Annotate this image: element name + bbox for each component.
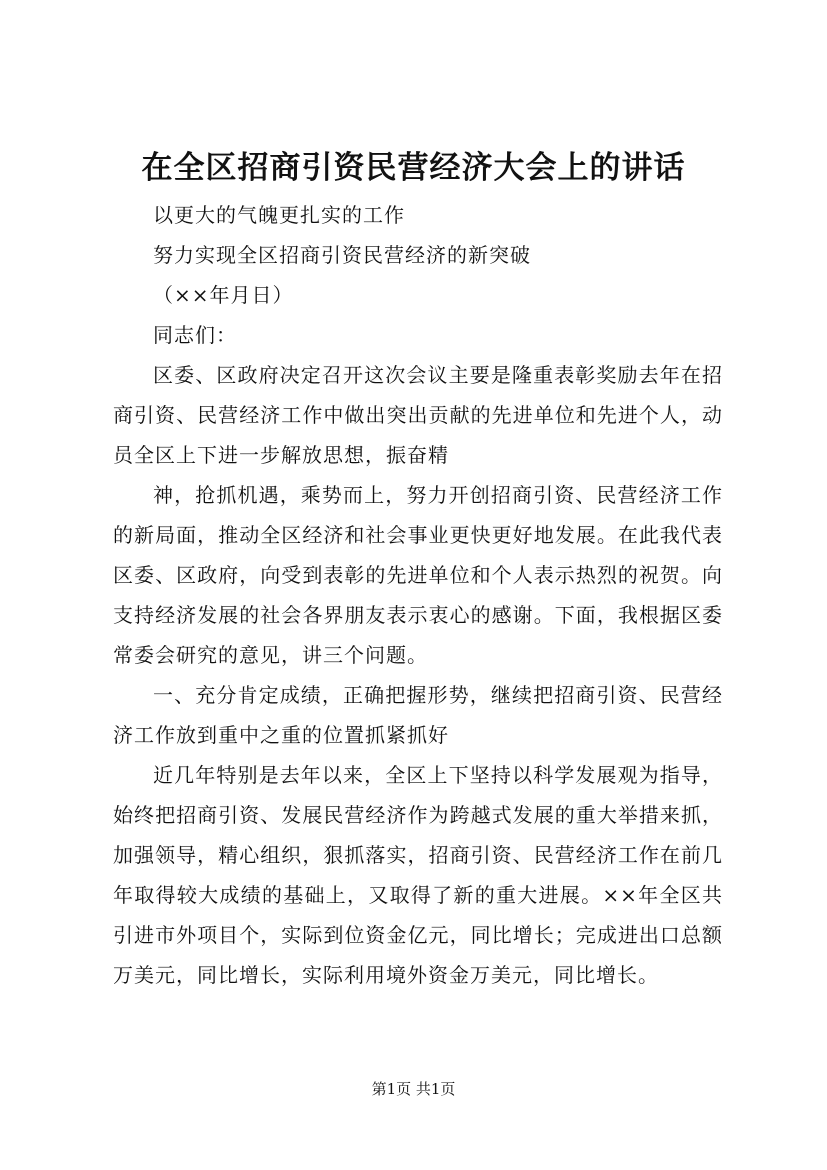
subtitle-line-2: 努力实现全区招商引资民营经济的新突破	[153, 243, 531, 267]
paragraph: 区委、区政府决定召开这次会议主要是隆重表彰奖励去年在招商引资、民营经济工作中做出突出贡献的先进单位和先进个人，动员全区上下进一步解放思想，振奋精	[113, 363, 723, 467]
date-line: （××年月日）	[153, 283, 294, 307]
page-footer: 第1页 共1页	[371, 1080, 456, 1098]
document-body	[113, 195, 723, 995]
section-heading: 一、充分肯定成绩，正确把握形势，继续把招商引资、民营经济工作放到重中之重的位置抓紧抓好	[113, 683, 723, 747]
salutation: 同志们：	[153, 323, 237, 347]
paragraph: 神，抢抓机遇，乘势而上，努力开创招商引资、民营经济工作的新局面，推动全区经济和社会事业更快更好地发展。在此我代表区委、区政府，向受到表彰的先进单位和个人表示热烈的祝贺。向支持经济发展的社会各界朋友表示衷心的感谢。下面，我根据区委常委会研究的意见，讲三个问题。	[113, 483, 723, 667]
subtitle-line-1: 以更大的气魄更扎实的工作	[153, 203, 405, 227]
paragraph: 近几年特别是去年以来，全区上下坚持以科学发展观为指导，始终把招商引资、发展民营经济作为跨越式发展的重大举措来抓，加强领导，精心组织，狠抓落实，招商引资、民营经济工作在前几年取得较大成绩的基础上，又取得了新的重大进展。××年全区共引进市外项目个，实际到位资金亿元，同比增长；完成进出口总额万美元，同比增长，实际利用境外资金万美元，同比增长。	[113, 763, 723, 987]
document-title: 在全区招商引资民营经济大会上的讲话	[141, 150, 686, 186]
